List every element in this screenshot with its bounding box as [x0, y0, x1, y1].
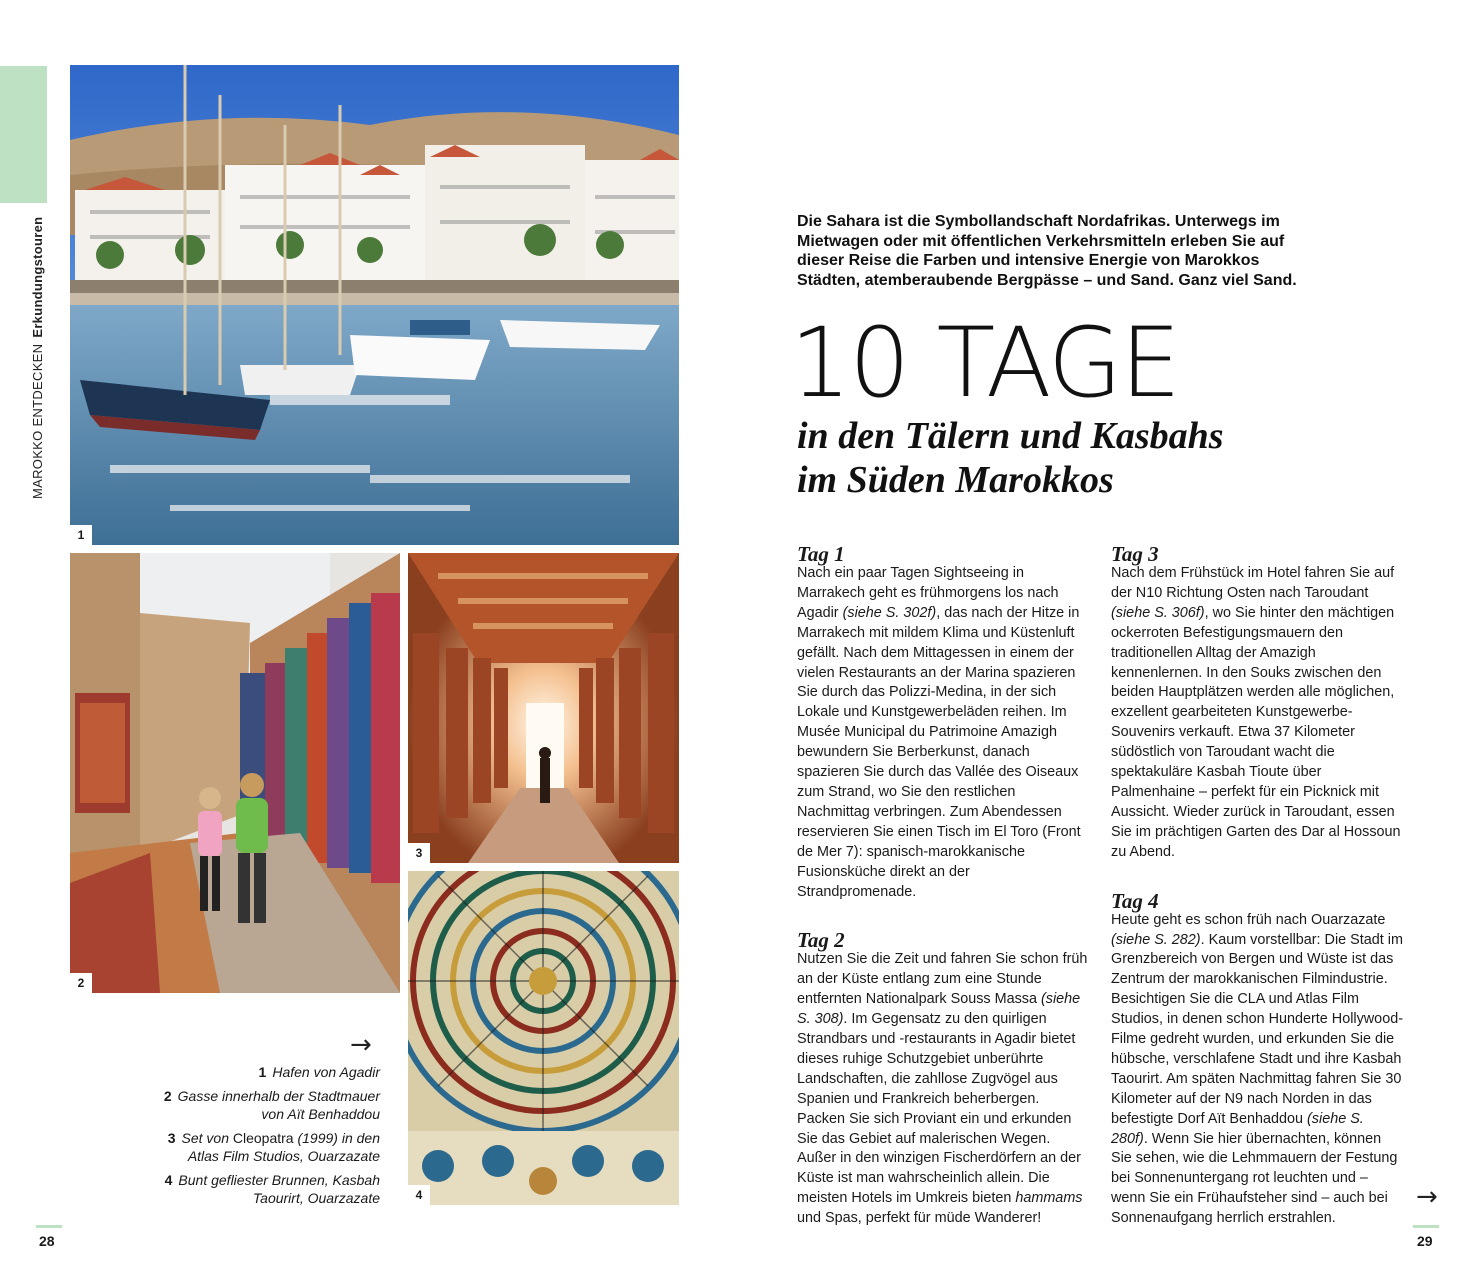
caption-3: 3 Set von Cleopatra (1999) in den Atlas Film Studios, Ouarzazate: [167, 1130, 380, 1164]
photo-harbor: [70, 65, 679, 545]
page-subtitle: in den Tälern und Kasbahs im Süden Marokkos: [797, 415, 1224, 501]
photo-colonnade: [408, 553, 679, 863]
chapter-name: Erkundungstouren: [30, 216, 45, 338]
photo-number: 3: [408, 843, 430, 863]
photo-captions: [150, 1063, 380, 1213]
photo-number: 4: [408, 1185, 430, 1205]
photo-alley: [70, 553, 400, 993]
day-text: Nach ein paar Tagen Sightseeing in Marrakech geht es frühmorgens los nach Agadir (siehe S. 302f), das nach der Hitze in Marrakech mit mildem Klima und Küstenluft gefällt. Nach dem Mittagessen in einem der vielen Restaurants an der Marina spazieren Sie durch das Polizzi-Medina, in der sich Lokale und Kunstgewerbeläden reihen. Im Musée Municipal du Patrimoine Amazigh bewundern Sie Berberkunst, danach spazieren Sie durch das Vallée des Oiseaux zum Strand, wo Sie den restlichen Nachmittag verbringen. Zum Abendessen reservieren Sie einen Tisch im El Toro (Front de Mer 7): spanisch-marokkanische Fusionsküche direkt an der Strandpromenade.: [797, 565, 1081, 900]
day-text: Heute geht es schon früh nach Ouarzazate (siehe S. 282). Kaum vorstellbar: Die Stadt im Grenzbereich von Bergen und Wüste ist das Zentrum der marokkanischen Filmindustrie. Besichtigen Sie die CLA und Atlas Film Studios, in denen schon Hunderte Hollywood-Filme gedreht wurden, und erkunden Sie die hübsche, verschlafene Stadt und ihre Kasbah Taourirt. Am späten Nachmittag fahren Sie 30 Kilometer auf der N9 nach Norden in das befestigte Dorf Aït Benhaddou (siehe S. 280f). Wenn Sie hier übernachten, können Sie sehen, wie die Lehmmauern der Festung bei Sonnenuntergang rot leuchten und – wenn Sie ein Frühaufsteher sind – auch bei Sonnenaufgang herrlich erstrahlen.: [1111, 911, 1403, 1227]
arrow-right-icon: →: [350, 1030, 372, 1060]
intro-paragraph: Die Sahara ist die Symbollandschaft Nordafrikas. Unterwegs im Mietwagen oder mit öffentlichen Verkehrsmitteln erleben Sie auf dieser Reise die Farben und intensive Energie von Marokkos Städten, atemberaubende Bergpässe – und Sand. Ganz viel Sand.: [797, 213, 1297, 289]
photo-number: 1: [70, 525, 92, 545]
arrow-right-icon: →: [1416, 1182, 1438, 1212]
page-title: 10 TAGE: [790, 307, 1179, 419]
day-heading: Tag 2: [797, 928, 845, 953]
caption-2: 2 Gasse innerhalb der Stadtmauer von Aït Benhaddou: [163, 1088, 380, 1122]
text-column-2: [1111, 542, 1403, 1255]
text-column-1: [797, 542, 1089, 1255]
chapter-tab: [0, 66, 47, 203]
day-heading: Tag 3: [1111, 542, 1159, 566]
caption-4: 4 Bunt gefliester Brunnen, Kasbah Taourirt, Ouarzazate: [164, 1172, 380, 1206]
photo-mosaic: [408, 871, 679, 1205]
day-text: Nutzen Sie die Zeit und fahren Sie schon früh an der Küste entlang zum eine Stunde entfernten Nationalpark Souss Massa (siehe S. 308). Im Gegensatz zu den quirligen Strandbars und -restaurants in Agadir bietet dieses ruhige Schutzgebiet unberührte Landschaften, die zahllose Zugvögel aus Spanien und Frankreich beherbergen. Packen Sie sich Proviant ein und erkunden Sie das Gebiet auf malerischen Wegen. Außer in den winzigen Fischerdörfern an der Küste ist man wahrscheinlich allein. Die meisten Hotels im Umkreis bieten hammams und Spas, perfekt für müde Wanderer!: [797, 951, 1088, 1227]
page-number-right: 29: [1417, 1233, 1433, 1249]
day-text: Nach dem Frühstück im Hotel fahren Sie auf der N10 Richtung Osten nach Taroudant (siehe S. 306f), wo Sie hinter den mächtigen ockerroten Befestigungsmauern den traditionellen Alltag der Amazigh kennenlernen. In den Souks zwischen den beiden Hauptplätzen werden alle möglichen, exzellent gearbeiteten Kunstgewerbe-Souvenirs verkauft. Etwa 37 Kilometer südöstlich von Taroudant wacht die spektakuläre Kasbah Tioute über Palmenhaine – perfekt für ein Picknick mit Aussicht. Wieder zurück in Taroudant, essen Sie im prächtigen Garten des Dar al Hossoun zu Abend.: [1111, 565, 1401, 860]
page-marker-left: [36, 1225, 62, 1228]
page-marker-right: [1413, 1225, 1439, 1228]
day-heading: Tag 4: [1111, 888, 1159, 913]
page-number-left: 28: [39, 1233, 55, 1249]
caption-1: 1 Hafen von Agadir: [258, 1064, 380, 1080]
chapter-label: [30, 217, 45, 499]
section-name: MAROKKO ENTDECKEN: [30, 343, 45, 499]
day-heading: Tag 1: [797, 542, 845, 566]
photo-number: 2: [70, 973, 92, 993]
